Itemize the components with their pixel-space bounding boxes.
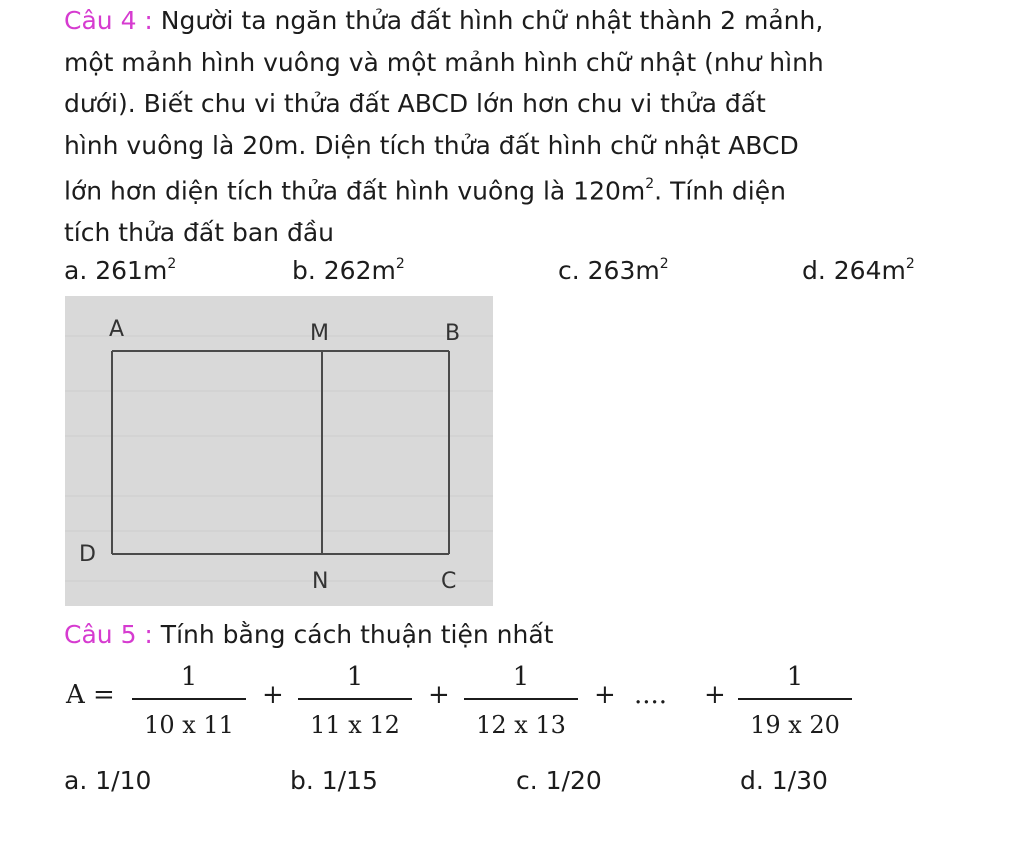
label-c: C bbox=[441, 569, 457, 594]
question-4-label: Câu 4 : bbox=[64, 6, 153, 35]
fraction-1: 1 10 x 11 bbox=[132, 658, 246, 744]
q4-choice-d: d. $264m^2$ bbox=[802, 255, 915, 285]
label-n: N bbox=[312, 569, 329, 594]
q4-choice-b: b. $262m^2$ bbox=[292, 255, 405, 285]
q4-line-3: dưới). Biết chu vi thửa đất ABCD lớn hơn chu vi thửa đất bbox=[64, 89, 766, 118]
q4-line-5: lớn hơn diện tích thửa đất hình vuông là $120m^2$. Tính diện bbox=[64, 176, 786, 206]
rectangle-diagram bbox=[65, 296, 493, 606]
question-5-label: Câu 5 : bbox=[64, 620, 153, 649]
fraction-2: 1 11 x 12 bbox=[298, 658, 412, 744]
plus-sign-1: + bbox=[262, 680, 284, 710]
q4-line-6: tích thửa đất ban đầu bbox=[64, 217, 334, 247]
q5-prompt: Tính bằng cách thuận tiện nhất bbox=[160, 620, 554, 649]
q4-line-1 bbox=[64, 0, 964, 42]
formula-ellipsis: .... bbox=[634, 680, 668, 710]
q4-choice-a: a. $261m^2$ bbox=[64, 255, 177, 285]
rectangle-figure bbox=[65, 296, 493, 606]
label-d: D bbox=[79, 542, 96, 567]
label-b: B bbox=[445, 321, 461, 346]
q4-line-1-text: Người ta ngăn thửa đất hình chữ nhật thành 2 mảnh, bbox=[160, 6, 824, 35]
plus-sign-3: + bbox=[594, 680, 616, 710]
q5-choice-d: d. 1/30 bbox=[740, 766, 828, 795]
label-m: M bbox=[310, 321, 329, 346]
question-4-text bbox=[64, 0, 964, 253]
question-5-text bbox=[64, 614, 964, 656]
figure-background bbox=[65, 296, 493, 606]
q5-choice-a: a. 1/10 bbox=[64, 766, 152, 795]
plus-sign-4: + bbox=[704, 680, 726, 710]
plus-sign-2: + bbox=[428, 680, 450, 710]
q4-choice-c: c. $263m^2$ bbox=[558, 255, 669, 285]
sum-formula bbox=[66, 658, 966, 748]
fraction-3: 1 12 x 13 bbox=[464, 658, 578, 744]
q4-line-2: một mảnh hình vuông và một mảnh hình chữ nhật (như hình bbox=[64, 47, 824, 77]
label-a: A bbox=[109, 317, 125, 342]
q5-choice-c: c. 1/20 bbox=[516, 766, 602, 795]
formula-lhs: A = bbox=[66, 680, 115, 710]
q5-choice-b: b. 1/15 bbox=[290, 766, 378, 795]
q4-line-4: hình vuông là 20m. Diện tích thửa đất hình chữ nhật ABCD bbox=[64, 130, 799, 160]
fraction-4: 1 19 x 20 bbox=[738, 658, 852, 744]
